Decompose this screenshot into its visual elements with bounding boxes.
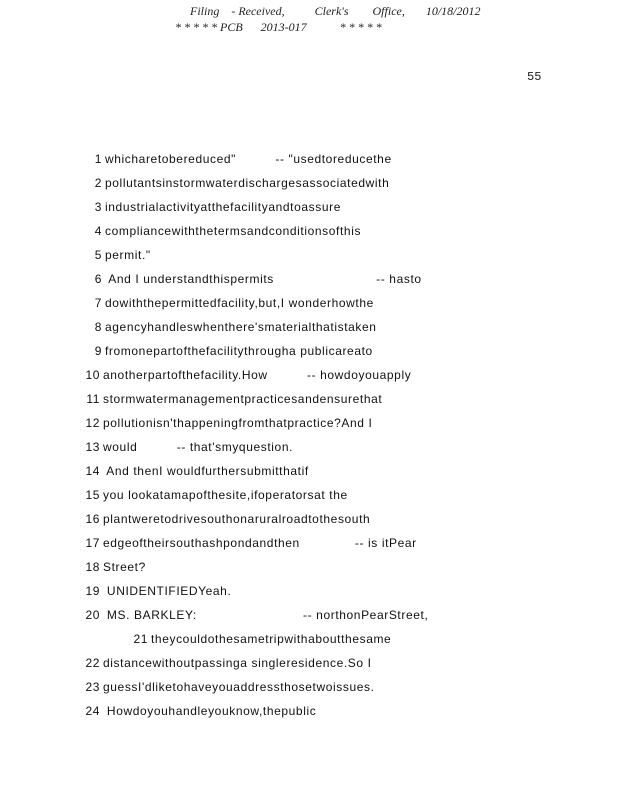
transcript-line bbox=[84, 560, 146, 580]
transcript-line bbox=[86, 320, 377, 340]
line-number: 9 bbox=[94, 344, 102, 358]
transcript-line bbox=[86, 152, 392, 172]
transcript-line bbox=[86, 296, 374, 316]
line-number: 15 bbox=[85, 488, 100, 502]
transcript-line bbox=[84, 656, 372, 676]
transcript-line bbox=[84, 584, 231, 604]
line-number: 19 bbox=[85, 584, 100, 598]
line-number: 16 bbox=[85, 512, 100, 526]
line-number: 18 bbox=[85, 560, 100, 574]
transcript-line bbox=[84, 416, 372, 436]
line-text: plantweretodrivesouthonaruralroadtothesouth bbox=[103, 512, 371, 526]
transcript-line bbox=[84, 704, 316, 724]
transcript-line bbox=[86, 344, 373, 364]
line-number: 24 bbox=[85, 704, 100, 718]
line-text: MS. BARKLEY: -- northonPearStreet, bbox=[103, 608, 429, 622]
page-number: 55 bbox=[527, 70, 542, 84]
line-number: 23 bbox=[85, 680, 100, 694]
transcript-line bbox=[84, 368, 411, 388]
line-text: whicharetobereduced" -- "usedtoreducethe bbox=[105, 152, 392, 166]
line-number: 2 bbox=[94, 176, 102, 190]
line-text: anotherpartofthefacility.How -- howdoyouapply bbox=[103, 368, 412, 382]
transcript-line bbox=[86, 248, 151, 268]
line-number: 4 bbox=[94, 224, 102, 238]
transcript-line bbox=[84, 464, 309, 484]
line-number: 22 bbox=[85, 656, 100, 670]
transcript-line bbox=[84, 536, 417, 556]
transcript-line bbox=[84, 680, 375, 700]
line-number: 21 bbox=[133, 632, 148, 646]
transcript-line bbox=[84, 440, 293, 460]
filing-stamp-line-2: * * * * * PCB 2013-017 * * * * * bbox=[175, 20, 382, 34]
filing-stamp-line-1: Filing - Received, Clerk's Office, 10/18/2012 bbox=[190, 4, 481, 18]
line-text: fromonepartofthefacilitythrougha publicareato bbox=[105, 344, 373, 358]
line-text: edgeoftheirsouthashpondandthen -- is itPear bbox=[103, 536, 417, 550]
line-text: distancewithoutpassinga singleresidence.So I bbox=[103, 656, 372, 670]
line-number: 8 bbox=[94, 320, 102, 334]
transcript-line bbox=[84, 488, 348, 508]
transcript-line bbox=[132, 632, 391, 652]
line-text: agencyhandleswhenthere'smaterialthatistaken bbox=[105, 320, 377, 334]
line-number: 10 bbox=[85, 368, 100, 382]
line-number: 3 bbox=[94, 200, 102, 214]
transcript-line bbox=[84, 392, 382, 412]
transcript-line bbox=[84, 512, 370, 532]
line-text: permit." bbox=[105, 248, 151, 262]
transcript-line bbox=[86, 200, 341, 220]
line-number: 6 bbox=[94, 272, 102, 286]
line-number: 13 bbox=[85, 440, 100, 454]
line-text: pollutionisn'thappeningfromthatpractice?And I bbox=[103, 416, 373, 430]
line-text: Street? bbox=[103, 560, 146, 574]
line-number: 11 bbox=[86, 392, 100, 406]
transcript-line bbox=[84, 608, 428, 628]
line-number: 5 bbox=[94, 248, 102, 262]
line-text: And I understandthispermits -- hasto bbox=[105, 272, 422, 286]
line-text: stormwatermanagementpracticesandensurethat bbox=[103, 392, 383, 406]
line-text: would -- that'smyquestion. bbox=[103, 440, 294, 454]
line-text: pollutantsinstormwaterdischargesassociatedwith bbox=[105, 176, 390, 190]
line-number: 20 bbox=[85, 608, 100, 622]
line-text: you lookatamapofthesite,ifoperatorsat the bbox=[103, 488, 348, 502]
line-text: And thenI wouldfurthersubmitthatif bbox=[103, 464, 309, 478]
line-text: UNIDENTIFIEDYeah. bbox=[103, 584, 232, 598]
line-number: 14 bbox=[85, 464, 100, 478]
line-number: 12 bbox=[85, 416, 100, 430]
transcript-line bbox=[86, 224, 361, 244]
line-number: 1 bbox=[94, 152, 102, 166]
line-number: 17 bbox=[85, 536, 100, 550]
line-text: guessI'dliketohaveyouaddressthosetwoissues. bbox=[103, 680, 375, 694]
line-text: compliancewiththetermsandconditionsofthis bbox=[105, 224, 362, 238]
line-text: Howdoyouhandleyouknow,thepublic bbox=[103, 704, 317, 718]
line-text: theycouldothesametripwithaboutthesame bbox=[151, 632, 392, 646]
transcript-line bbox=[86, 176, 389, 196]
line-number: 7 bbox=[94, 296, 102, 310]
transcript-line bbox=[86, 272, 422, 292]
line-text: industrialactivityatthefacilityandtoassure bbox=[105, 200, 341, 214]
line-text: dowiththepermittedfacility,but,I wonderhowthe bbox=[105, 296, 374, 310]
